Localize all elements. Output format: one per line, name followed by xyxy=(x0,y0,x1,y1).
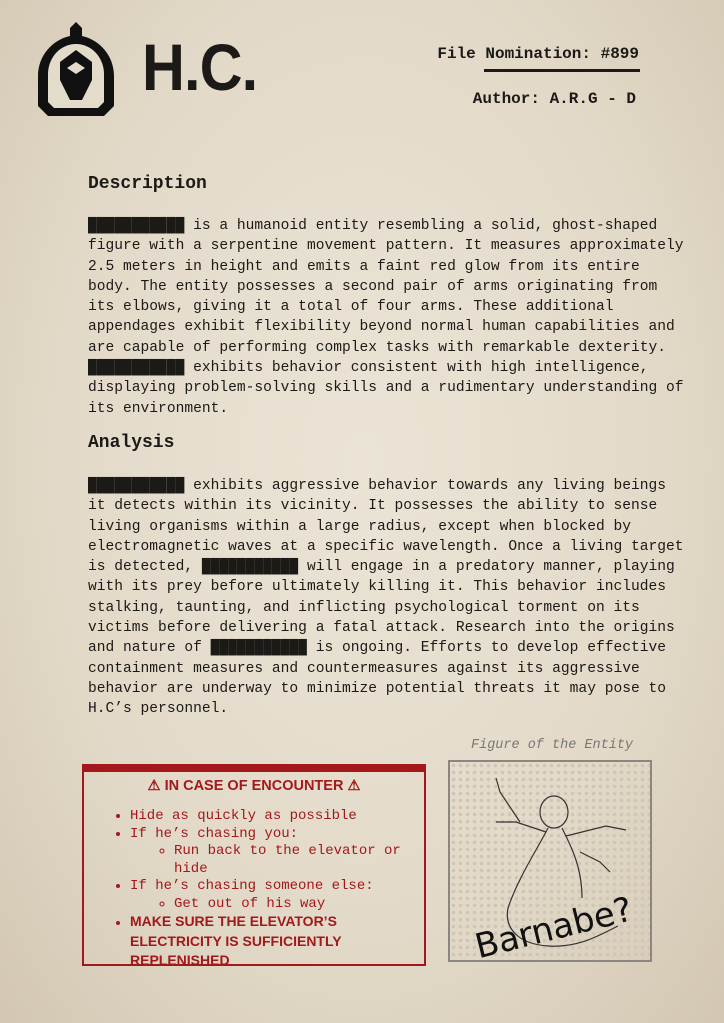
text-line: containment measures and countermeasures against its aggressive xyxy=(88,660,640,677)
text-line: behavior are underway to minimize potential threats it may pose to xyxy=(88,680,667,697)
warning-item-text: If he’s chasing you: xyxy=(130,825,299,842)
text-line: it detects within its vicinity. It possesses the ability to sense xyxy=(88,498,658,515)
text-line: 2.5 meters in height and emits a faint red glow from its entire xyxy=(88,258,640,275)
handwriting: Barnabe? xyxy=(471,889,637,960)
text-line: ███████████ exhibits aggressive behavior towards any living beings xyxy=(88,478,667,494)
warning-list xyxy=(84,808,424,972)
ghost-sketch-icon xyxy=(450,762,650,960)
text-line: body. The entity possesses a second pair of arms originating from xyxy=(88,278,658,295)
warning-subitem: ◦ Get out of his way xyxy=(174,896,424,914)
warning-title: ⚠ IN CASE OF ENCOUNTER ⚠ xyxy=(147,778,361,794)
description-text xyxy=(88,216,684,419)
text-line: stalking, taunting, and inflicting psychological torment on its xyxy=(88,599,640,616)
text-line: figure with a serpentine movement pattern. It measures approximately xyxy=(88,238,684,255)
text-line: with its prey before ultimately killing it. This behavior includes xyxy=(88,579,667,596)
warning-item xyxy=(130,913,424,972)
text-line: living organisms within a large radius, except when blocked by xyxy=(88,518,631,535)
warning-item-text: MAKE SURE THE ELEVATOR’S ELECTRICITY IS SUFFICIENTLY REPLENISHED xyxy=(130,913,342,968)
text-line: and nature of ███████████ is ongoing. Efforts to develop effective xyxy=(88,640,667,657)
text-line: are capable of performing complex tasks with remarkable dexterity. xyxy=(88,339,667,356)
author: Author: A.R.G - D xyxy=(472,90,636,108)
text-line: H.C’s personnel. xyxy=(88,701,229,718)
warning-item xyxy=(130,878,424,913)
warning-item xyxy=(130,826,424,879)
text-line: victims before delivering a fatal attack. Research into the origins xyxy=(88,620,675,637)
figure-caption: Figure of the Entity xyxy=(471,738,634,753)
text-line: its elbows, giving it a total of four arms. These additional xyxy=(88,299,614,316)
text-line: its environment. xyxy=(88,400,229,417)
hc-logo-icon xyxy=(33,20,119,120)
warning-subitem: ◦ Run back to the elevator or hide xyxy=(174,843,424,878)
text-line: appendages exhibit flexibility beyond normal human capabilities and xyxy=(88,319,675,336)
description-heading: Description xyxy=(88,174,207,194)
text-line: displaying problem-solving skills and a rudimentary understanding of xyxy=(88,380,684,397)
analysis-text xyxy=(88,476,684,720)
text-line: electromagnetic waves at a specific wavelength. Once a living target xyxy=(88,538,684,555)
text-line: ███████████ exhibits behavior consistent with high intelligence, xyxy=(88,360,649,377)
file-nomination: File Nomination: #899 xyxy=(437,45,639,63)
header-divider xyxy=(484,69,640,72)
analysis-heading: Analysis xyxy=(88,433,175,453)
entity-figure xyxy=(448,760,652,962)
warning-item: • Hide as quickly as possible xyxy=(130,808,424,826)
brand-title: H.C. xyxy=(142,30,258,104)
text-line: ███████████ is a humanoid entity resembling a solid, ghost-shaped xyxy=(88,218,658,234)
encounter-warning-box xyxy=(82,764,426,966)
warning-item-text: If he’s chasing someone else: xyxy=(130,878,374,894)
text-line: is detected, ███████████ will engage in a predatory manner, playing xyxy=(88,559,675,576)
